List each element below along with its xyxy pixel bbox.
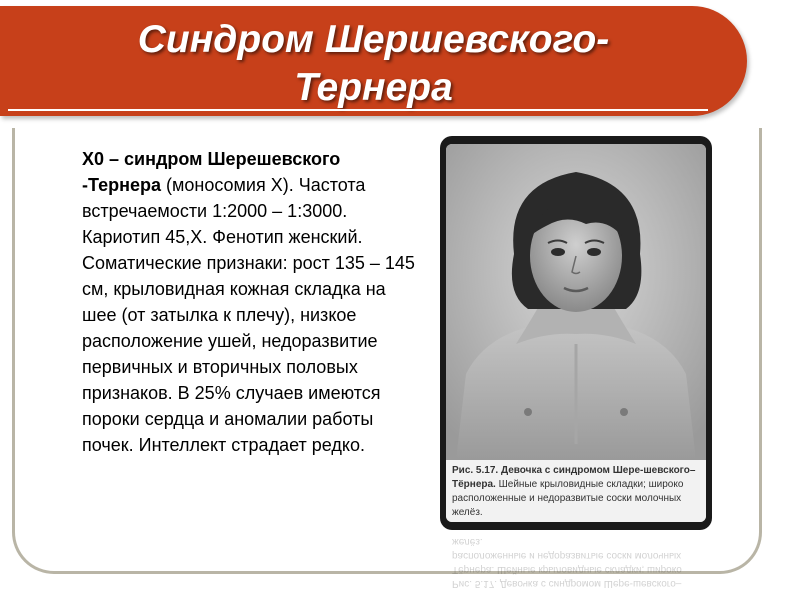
title-underline: [8, 109, 708, 111]
body-lead: X0 – синдром Шерешевского -Тернера: [82, 149, 341, 195]
figure-reflection: [440, 532, 712, 600]
figure-caption-title: Рис. 5.17. Девочка с синдромом Шере-шевского–Тёрнера.: [452, 465, 696, 490]
title-line-1: Синдром Шершевского-: [137, 18, 610, 61]
figure-card: [440, 136, 712, 530]
reflection-caption-title: Рис. 5.17. Девочка с синдромом Шере-шевского–Тёрнера.: [452, 564, 682, 589]
title-line-2: Тернера: [294, 66, 453, 109]
slide-title: [0, 16, 747, 112]
figure-photo-area: [446, 144, 706, 522]
body-text: (моносомия X). Частота встречаемости 1:2000 – 1:3000. Кариотип 45,X. Фенотип женский. Соматические признаки: рост 135 – 145 см, крыловидная кожная складка на шее (от затылка к плечу), низкое расположение ушей, недоразвитие первичных и вторичных половых признаков. В 25% случаев имеются пороки сердца и аномалии работы почек. Интеллект страдает редко.: [82, 175, 415, 455]
reflection-caption-text: Шейные крыловидные складки; широко расположенные и недоразвитые соски молочных желёз.: [452, 536, 682, 575]
figure-caption-text: Шейные крыловидные складки; широко расположенные и недоразвитые соски молочных желёз.: [452, 479, 684, 518]
figure-caption: [446, 460, 706, 522]
figure-reflection-caption: [446, 532, 706, 594]
figure-photo: [446, 144, 706, 460]
body-paragraph: [82, 146, 417, 458]
title-banner: [0, 6, 747, 116]
